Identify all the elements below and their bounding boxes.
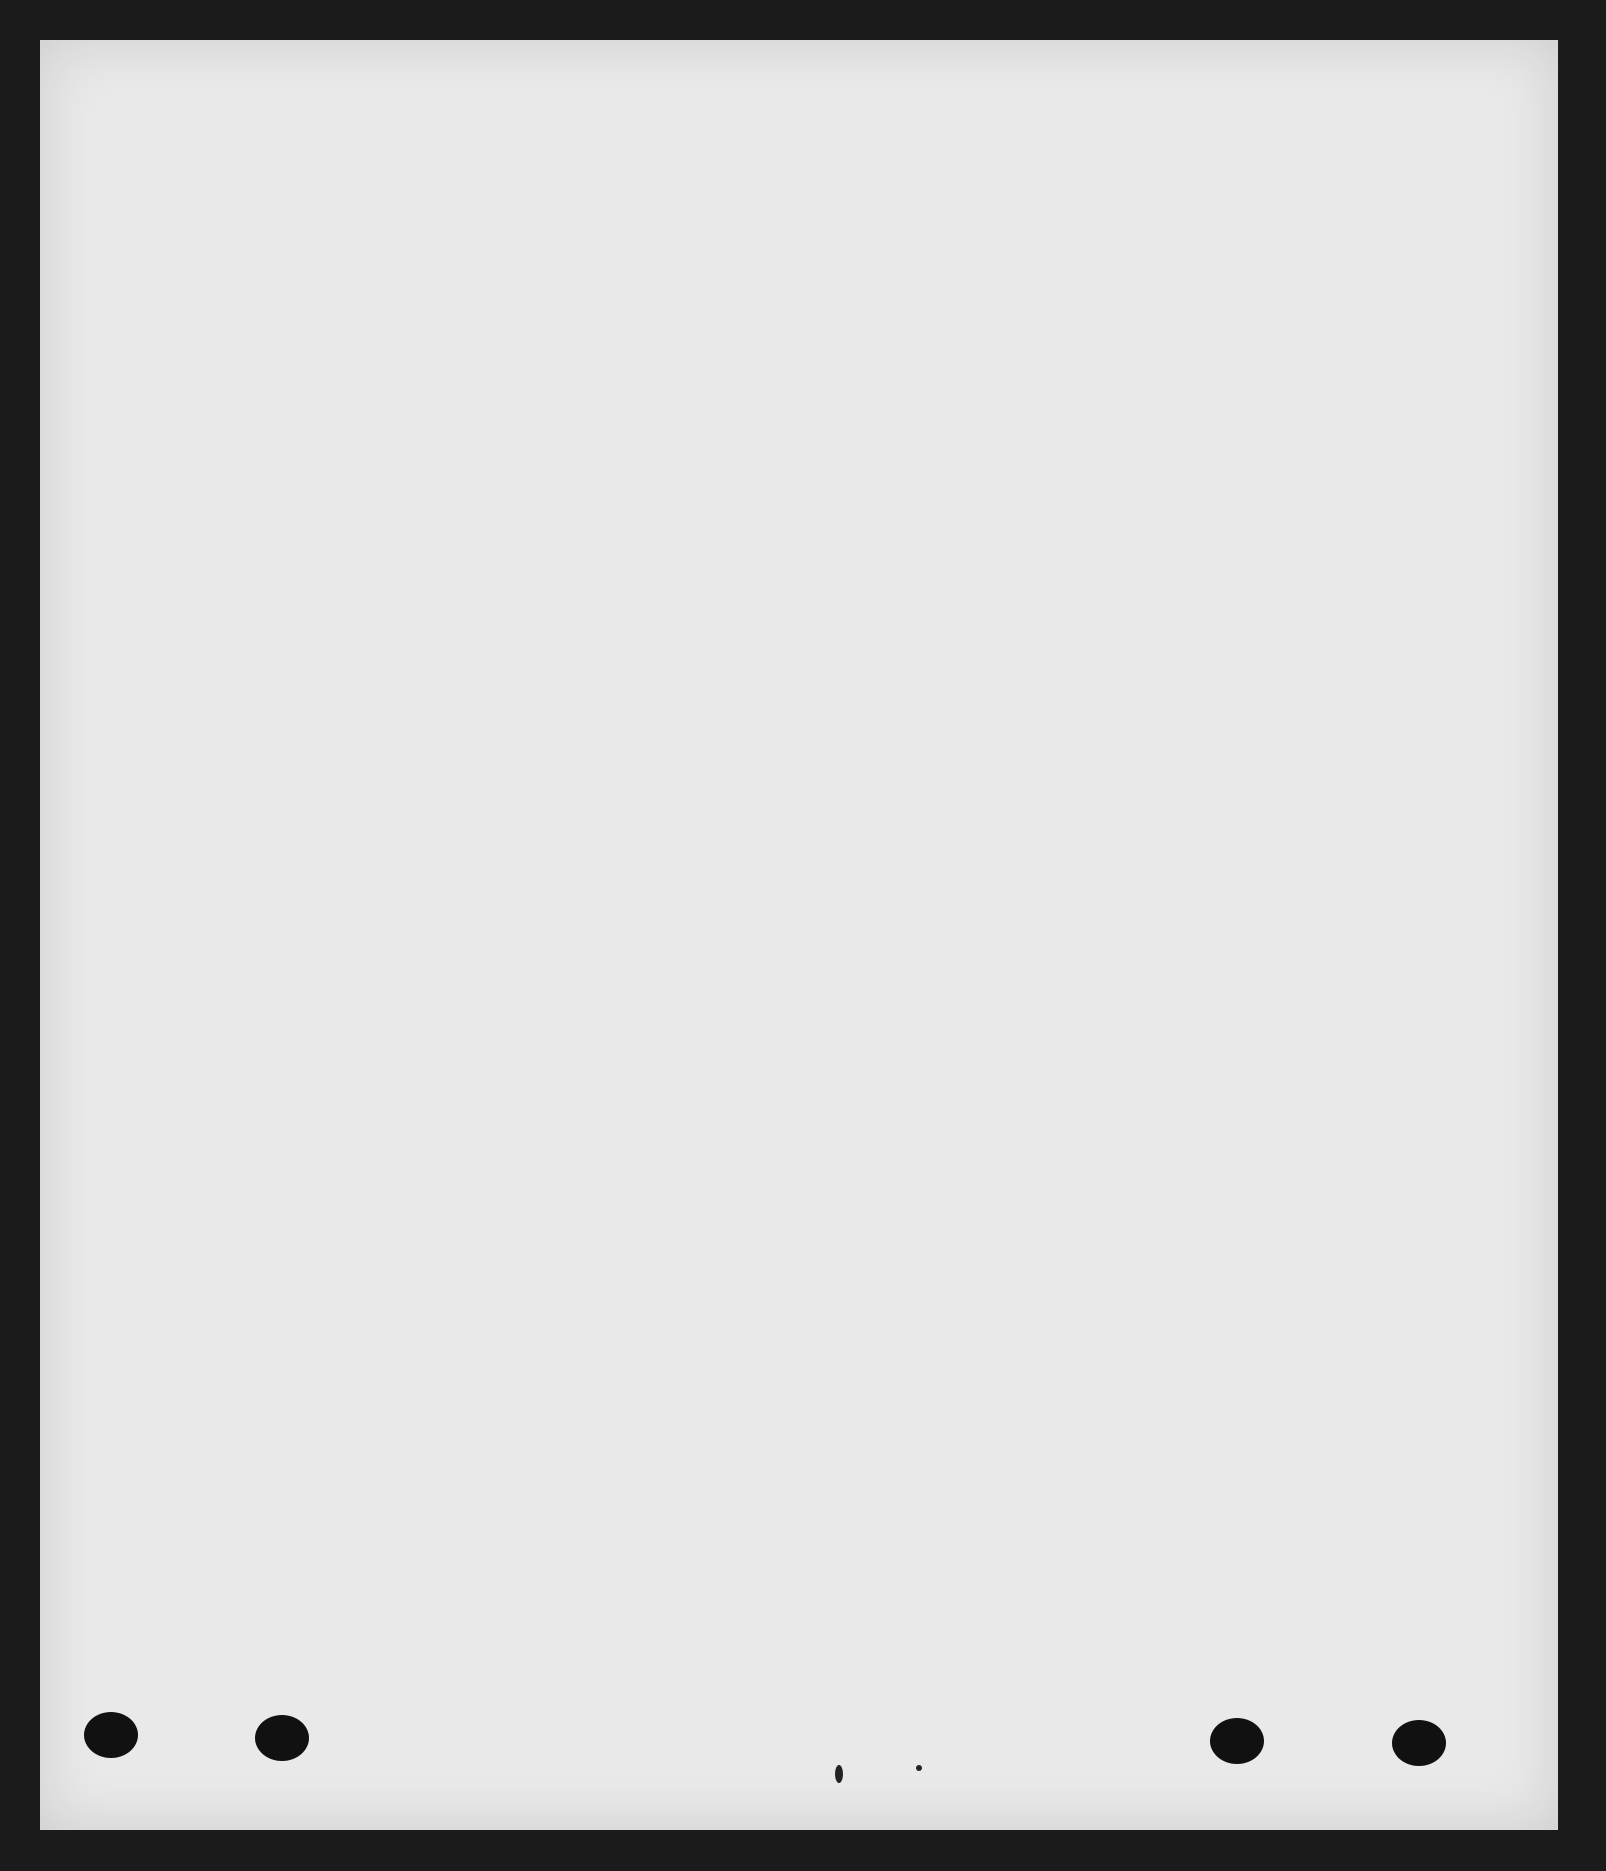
punch-hole bbox=[1210, 1718, 1264, 1764]
punch-hole bbox=[255, 1715, 309, 1761]
punch-hole bbox=[1392, 1720, 1446, 1766]
form-page bbox=[40, 40, 1558, 1830]
punch-hole bbox=[84, 1712, 138, 1758]
ink-mark bbox=[916, 1765, 922, 1771]
dotted-grid bbox=[40, 40, 1558, 1830]
ink-mark bbox=[835, 1765, 843, 1783]
